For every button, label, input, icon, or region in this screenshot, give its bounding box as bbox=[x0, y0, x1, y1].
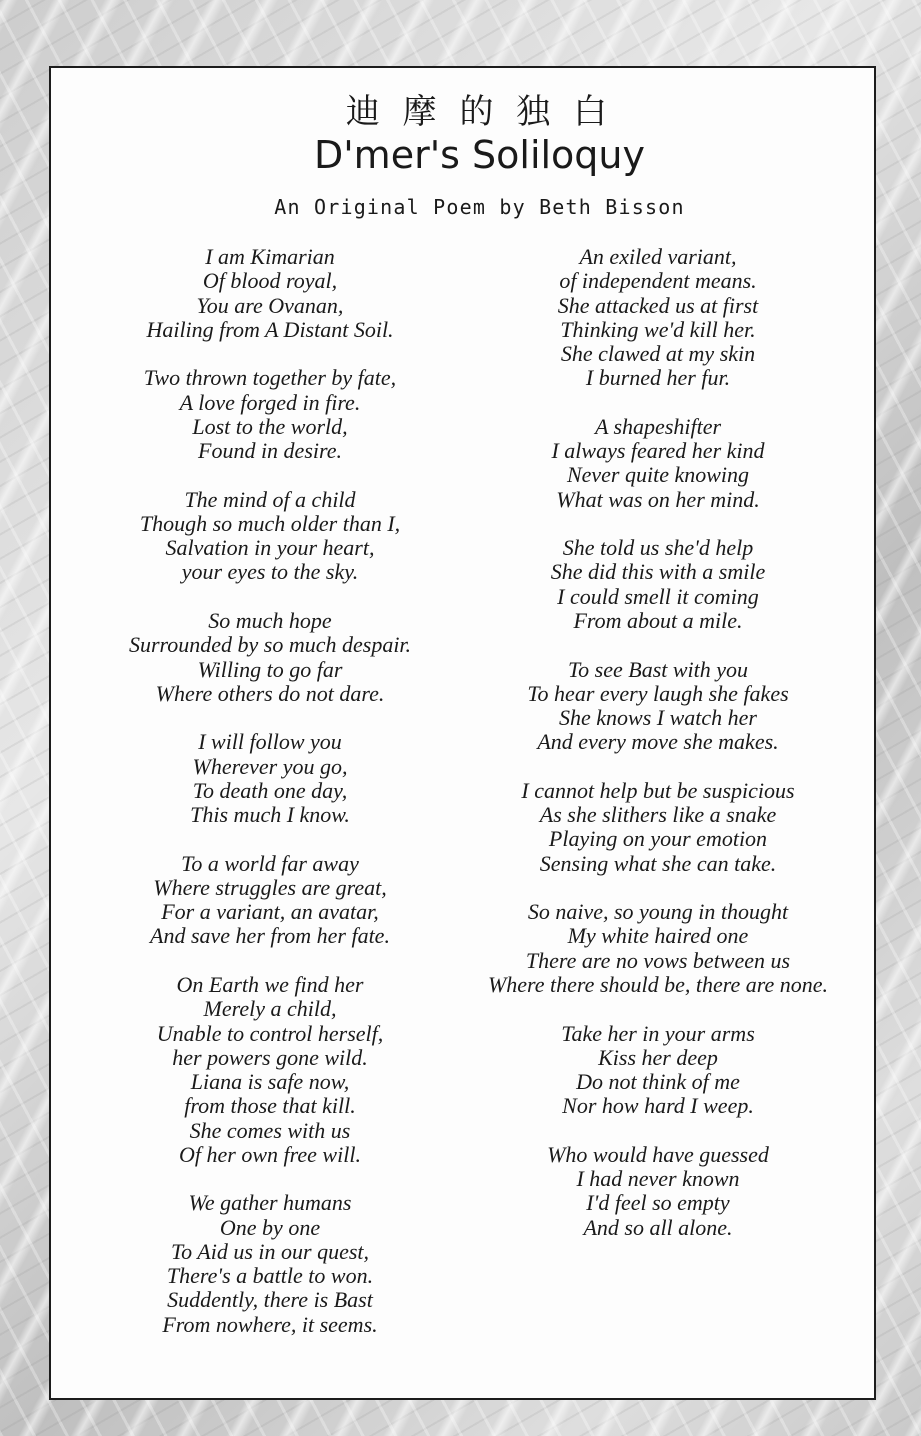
stanza bbox=[100, 488, 440, 585]
poem-line: Nor how hard I weep. bbox=[562, 1093, 754, 1119]
poem-line: To see Bast with you bbox=[567, 656, 749, 682]
stanza bbox=[100, 1191, 440, 1337]
stanza bbox=[480, 1143, 836, 1240]
stanza bbox=[100, 609, 440, 706]
poem-line: Willing to go far bbox=[197, 656, 343, 682]
poem-line: This much I know. bbox=[190, 802, 350, 828]
poem-line: You are Ovanan, bbox=[196, 292, 344, 318]
poem-line: Found in desire. bbox=[198, 438, 342, 464]
poem-line: She did this with a smile bbox=[550, 559, 766, 585]
stanza bbox=[480, 415, 836, 512]
poem-line: She attacked us at first bbox=[557, 292, 759, 318]
poem-line: Kiss her deep bbox=[598, 1044, 718, 1070]
poem-line: of independent means. bbox=[559, 268, 757, 294]
stanza bbox=[100, 852, 440, 949]
poem-line: I burned her fur. bbox=[585, 365, 731, 391]
poem-line: So much hope bbox=[208, 607, 332, 633]
poem-line: I always feared her kind bbox=[551, 438, 765, 464]
stanza bbox=[100, 973, 440, 1167]
poem-line: I will follow you bbox=[198, 729, 342, 755]
poem-line: And every move she makes. bbox=[537, 729, 779, 755]
poem-line: Do not think of me bbox=[576, 1069, 740, 1095]
poem-line: A shapeshifter bbox=[594, 413, 722, 439]
poem-line: She clawed at my skin bbox=[560, 341, 756, 367]
stanza bbox=[480, 536, 836, 633]
poem-line: She knows I watch her bbox=[559, 705, 757, 731]
poem-line: To hear every laugh she fakes bbox=[527, 680, 789, 706]
left-poem-column bbox=[100, 245, 440, 1361]
stanza bbox=[480, 245, 836, 391]
poem-line: There are no vows between us bbox=[525, 947, 791, 973]
poem-line: There's a battle to won. bbox=[166, 1263, 374, 1289]
poem-byline: An Original Poem by Beth Bisson bbox=[274, 195, 685, 219]
poem-line: I am Kimarian bbox=[205, 244, 335, 269]
poem-line: And save her from her fate. bbox=[150, 923, 390, 949]
poem-line: One by one bbox=[219, 1214, 321, 1240]
poem-line: We gather humans bbox=[188, 1190, 352, 1216]
poem-line: Where struggles are great, bbox=[153, 874, 387, 900]
poem-line: Lost to the world, bbox=[192, 413, 348, 439]
poem-line: An exiled variant, bbox=[579, 244, 737, 269]
poem-line: from those that kill. bbox=[184, 1093, 356, 1119]
poem-line: I could smell it coming bbox=[557, 583, 759, 609]
poem-line: So naive, so young in thought bbox=[527, 899, 789, 925]
poem-line: Hailing from A Distant Soil. bbox=[146, 316, 394, 342]
poem-line: Unable to control herself, bbox=[156, 1020, 384, 1046]
poem-line: Liana is safe now, bbox=[190, 1069, 350, 1095]
stanza bbox=[100, 245, 440, 342]
poem-line: Playing on your emotion bbox=[548, 826, 768, 852]
poem-line: Though so much older than I, bbox=[139, 510, 401, 536]
poem-line: Where others do not dare. bbox=[155, 680, 385, 706]
stanza bbox=[480, 779, 836, 876]
poem-line: Surrounded by so much despair. bbox=[128, 632, 412, 658]
poem-line: Sensing what she can take. bbox=[539, 850, 777, 876]
poem-line: From nowhere, it seems. bbox=[162, 1311, 378, 1337]
poem-line: And so all alone. bbox=[583, 1214, 733, 1240]
poem-line: your eyes to the sky. bbox=[181, 559, 359, 585]
poem-line: She comes with us bbox=[189, 1117, 351, 1143]
stanza bbox=[480, 900, 836, 997]
poem-line: Thinking we'd kill her. bbox=[560, 316, 756, 342]
poem-line: The mind of a child bbox=[184, 486, 356, 512]
poem-line: To death one day, bbox=[192, 777, 348, 803]
chinese-title: 迪 摩 的 独 白 bbox=[345, 92, 614, 132]
poem-line: I cannot help but be suspicious bbox=[521, 777, 795, 803]
poem-line: A love forged in fire. bbox=[179, 389, 361, 415]
poem-line: I'd feel so empty bbox=[586, 1190, 730, 1216]
poem-line: Take her in your arms bbox=[561, 1020, 755, 1046]
poem-title: D'mer's Soliloquy bbox=[313, 133, 646, 177]
stanza bbox=[480, 1022, 836, 1119]
poem-line: On Earth we find her bbox=[176, 971, 364, 997]
poem-line: As she slithers like a snake bbox=[539, 802, 777, 828]
poem-line: Two thrown together by fate, bbox=[143, 365, 397, 391]
poem-line: Suddently, there is Bast bbox=[167, 1287, 373, 1313]
poem-line: Of her own free will. bbox=[179, 1141, 361, 1167]
poem-line: Never quite knowing bbox=[566, 462, 750, 488]
poem-line: Merely a child, bbox=[203, 996, 337, 1022]
poem-line: Salvation in your heart, bbox=[165, 535, 375, 561]
poem-line: From about a mile. bbox=[573, 607, 743, 633]
poem-line: To Aid us in our quest, bbox=[170, 1238, 370, 1264]
right-poem-column bbox=[480, 245, 836, 1264]
poem-line: I had never known bbox=[576, 1166, 740, 1192]
stanza bbox=[100, 366, 440, 463]
poem-line: What was on her mind. bbox=[556, 486, 760, 512]
poem-line: Of blood royal, bbox=[202, 268, 338, 294]
poem-line: She told us she'd help bbox=[562, 535, 754, 561]
poem-line: My white haired one bbox=[567, 923, 749, 949]
poem-line: her powers gone wild. bbox=[172, 1044, 368, 1070]
poem-line: Where there should be, there are none. bbox=[487, 971, 829, 997]
poem-line: Who would have guessed bbox=[547, 1141, 769, 1167]
stanza bbox=[480, 658, 836, 755]
poem-line: For a variant, an avatar, bbox=[161, 899, 379, 925]
poem-line: To a world far away bbox=[181, 850, 359, 876]
stanza bbox=[100, 730, 440, 827]
poem-line: Wherever you go, bbox=[192, 753, 348, 779]
poem-page-panel bbox=[49, 66, 876, 1400]
